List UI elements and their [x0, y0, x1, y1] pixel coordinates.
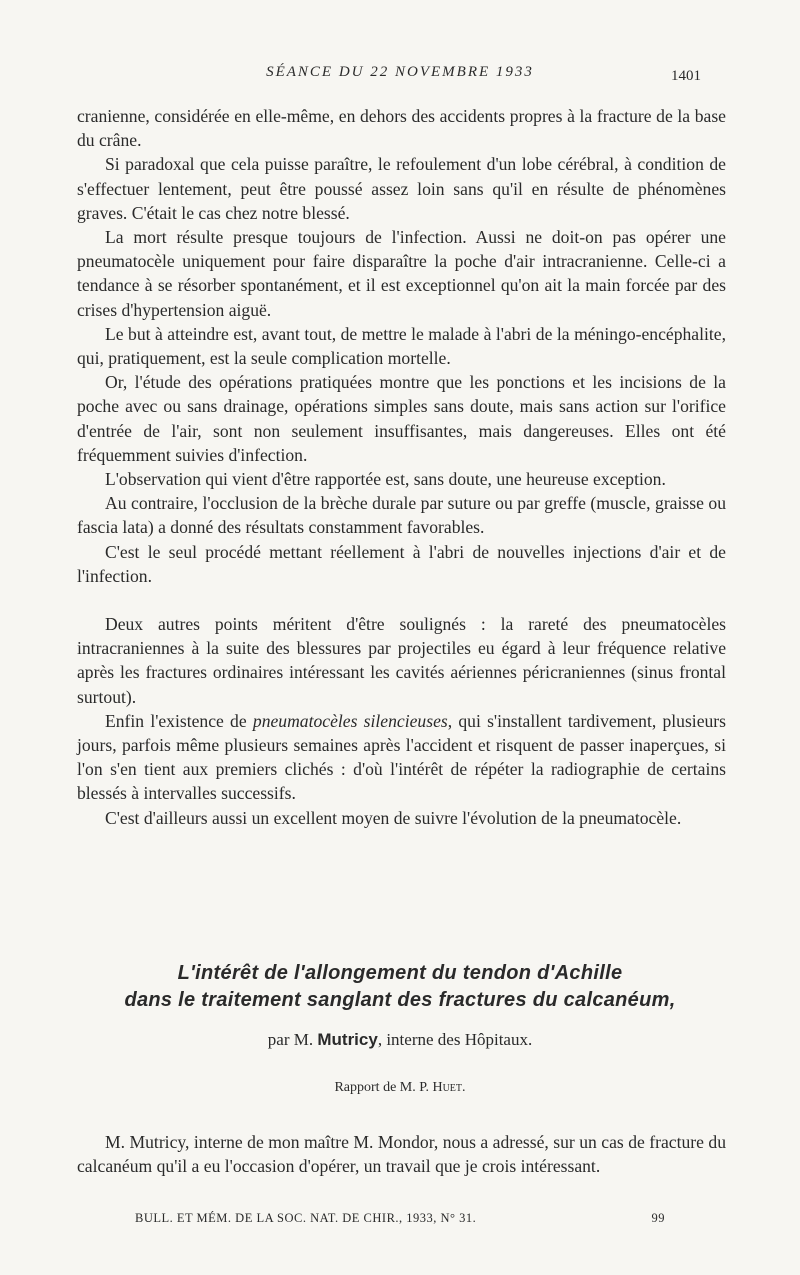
- report-suffix: .: [462, 1080, 466, 1095]
- paragraph: Le but à atteindre est, avant tout, de mettre le malade à l'abri de la méningo-encéphalite, qui, pratiquement, est la seule complication mortelle.: [77, 323, 726, 369]
- body-text: [77, 104, 726, 830]
- byline-suffix: , interne des Hôpitaux.: [377, 1030, 533, 1049]
- article-title-line: dans le traitement sanglant des fractures du calcanéum,: [124, 989, 676, 1011]
- paragraph: Or, l'étude des opérations pratiquées montre que les ponctions et les incisions de la poche avec ou sans drainage, opérations simples sans doute, mais sans action sur l'orifice d'entrée de l'air, sont non seulement insuffisantes, mais dangereuses. Elles ont été fréquemment suivies d'infection.: [77, 372, 726, 465]
- report-prefix: Rapport de M. P.: [334, 1080, 433, 1095]
- article-title-line: L'intérêt de l'allongement du tendon d'Achille: [177, 962, 623, 984]
- running-head: SÉANCE DU 22 NOVEMBRE 1933: [266, 64, 534, 80]
- article-body: [77, 1130, 726, 1178]
- paragraph: C'est le seul procédé mettant réellement à l'abri de nouvelles injections d'air et de l'infection.: [77, 541, 726, 586]
- author-name: Mutricy: [317, 1030, 378, 1049]
- folio-number: 99: [651, 1211, 665, 1225]
- paragraph: Au contraire, l'occlusion de la brèche durale par suture ou par greffe (muscle, graisse ou fascia lata) a donné des résultats constamment favorables.: [77, 493, 726, 538]
- reporter-name: Huet: [432, 1080, 463, 1095]
- paragraph: La mort résulte presque toujours de l'infection. Aussi ne doit-on pas opérer une pneumatocèle uniquement pour faire disparaître la poche d'air intracranienne. Celle-ci a tendance à se résorber spontanément, et il est exceptionnel qu'on ait la main forcée par des crises d'hypertension aiguë.: [77, 227, 726, 320]
- paragraph: [77, 709, 726, 806]
- paragraph: cranienne, considérée en elle-même, en dehors des accidents propres à la fracture de la base du crâne.: [77, 106, 726, 151]
- paragraph: L'observation qui vient d'être rapportée est, sans doute, une heureuse exception.: [105, 469, 666, 490]
- journal-reference: BULL. ET MÉM. DE LA SOC. NAT. DE CHIR., 1933, N° 31.: [135, 1211, 477, 1225]
- article-title: [60, 960, 740, 1014]
- report-line: [0, 1080, 800, 1096]
- paragraph: M. Mutricy, interne de mon maître M. Mondor, nous a adressé, sur un cas de fracture du calcanéum qu'il a eu l'occasion d'opérer, un travail que je crois intéressant.: [77, 1132, 726, 1177]
- paragraph: Deux autres points méritent d'être soulignés : la rareté des pneumatocèles intracraniennes à la suite des blessures par projectiles eu égard à leur fréquence relative après les fractures ordinaires intéressant les cavités aériennes péricraniennes (sinus frontal surtout).: [77, 614, 726, 707]
- page-number: 1401: [671, 68, 701, 84]
- byline: [0, 1030, 800, 1050]
- byline-prefix: par M.: [267, 1030, 318, 1049]
- paragraph: Si paradoxal que cela puisse paraître, le refoulement d'un lobe cérébral, à condition de s'effectuer lentement, peut être poussé assez loin sans qu'il en résulte de phénomènes graves. C'était le cas chez notre blessé.: [77, 154, 726, 223]
- paragraph-text: , qui s'installent tardivement, plusieurs jours, parfois même plusieurs semaines après l'accident et risquent de passer inaperçues, si l'on s'en tient aux premiers clichés : d'où l'intérêt de répéter la radiographie de certains blessés à intervalles successifs.: [77, 710, 727, 804]
- emphasized-term: pneumatocèles silencieuses: [252, 710, 448, 731]
- footer: [135, 1211, 665, 1226]
- paragraph-text: Enfin l'existence de: [105, 710, 253, 731]
- paragraph: C'est d'ailleurs aussi un excellent moyen de suivre l'évolution de la pneumatocèle.: [105, 807, 682, 828]
